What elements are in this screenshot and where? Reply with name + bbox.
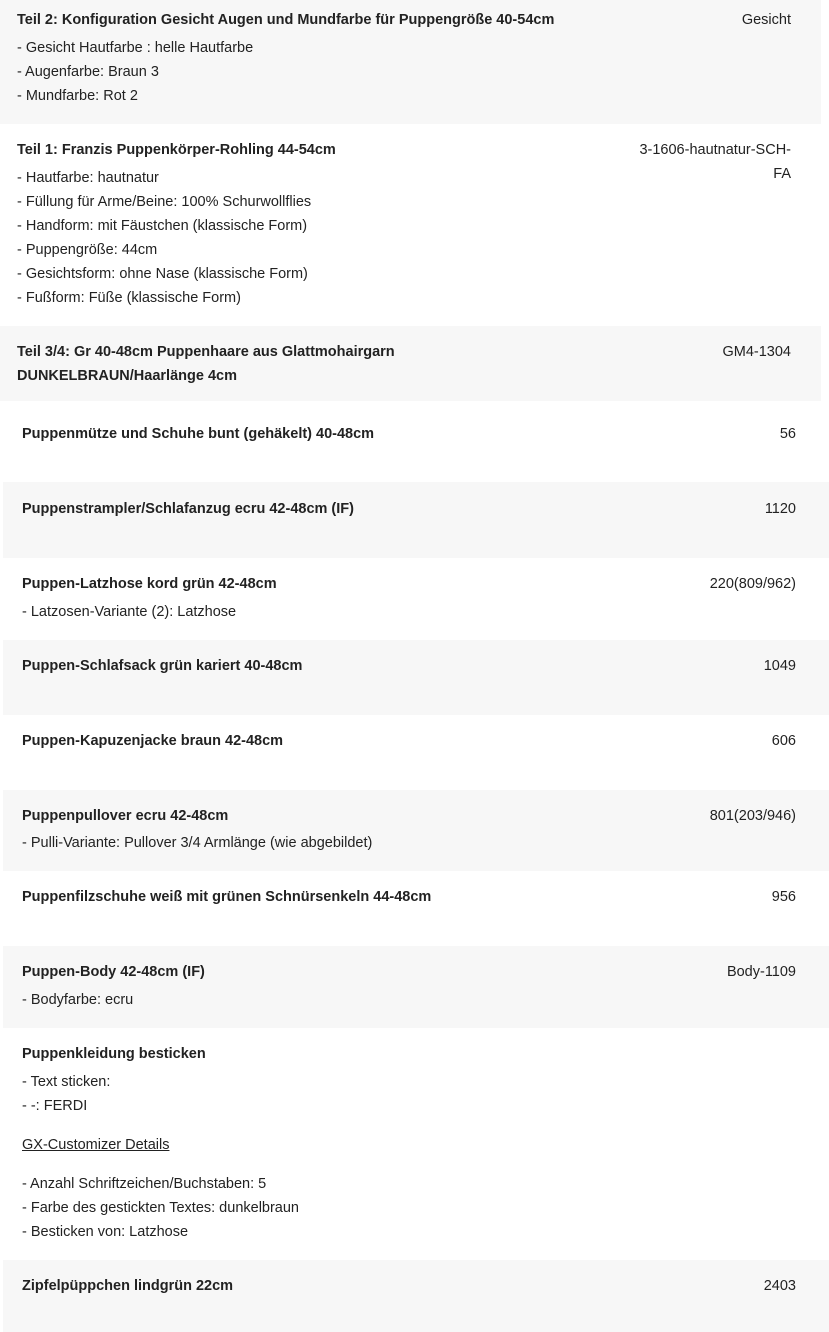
item-name: Puppenmütze und Schuhe bunt (gehäkelt) 40-48cm (22, 426, 375, 442)
item-sku: 3-1606-hautnatur-SCH- (639, 142, 791, 158)
item-detail: - Hautfarbe: hautnatur (17, 170, 159, 186)
item-sku: 606 (771, 733, 796, 749)
order-item (3, 401, 829, 482)
order-item (3, 482, 829, 558)
order-item (0, 0, 821, 124)
item-sku: 220(809/962) (709, 576, 796, 592)
item-sku: 1049 (763, 658, 796, 674)
item-detail: - Gesicht Hautfarbe : helle Hautfarbe (17, 40, 254, 56)
order-item (3, 558, 829, 640)
item-detail: - Farbe des gestickten Textes: dunkelbraun (22, 1200, 300, 1216)
order-item (0, 326, 821, 401)
item-name-cont: DUNKELBRAUN/Haarlänge 4cm (17, 368, 237, 384)
item-detail: - -: FERDI (22, 1098, 88, 1114)
item-name: Puppen-Body 42-48cm (IF) (22, 964, 205, 980)
order-item (3, 1028, 829, 1260)
item-detail: - Füllung für Arme/Beine: 100% Schurwollflies (17, 194, 312, 210)
item-detail: - Latzosen-Variante (2): Latzhose (22, 604, 237, 620)
item-detail: - Fußform: Füße (klassische Form) (17, 290, 241, 306)
item-name: Teil 1: Franzis Puppenkörper-Rohling 44-54cm (17, 142, 336, 158)
gx-customizer-details-link[interactable]: GX-Customizer Details (22, 1137, 170, 1153)
item-detail: - Augenfarbe: Braun 3 (17, 64, 159, 80)
item-name: Zipfelpüppchen lindgrün 22cm (22, 1278, 234, 1294)
item-detail: - Text sticken: (22, 1074, 111, 1090)
item-name: Puppen-Kapuzenjacke braun 42-48cm (22, 733, 284, 749)
order-item (3, 946, 829, 1028)
item-detail: - Bodyfarbe: ecru (22, 992, 134, 1008)
item-name: Puppenpullover ecru 42-48cm (22, 808, 229, 824)
item-sku: Gesicht (741, 12, 791, 28)
item-sku: 801(203/946) (709, 808, 796, 824)
item-detail: - Gesichtsform: ohne Nase (klassische Form) (17, 266, 308, 282)
item-name: Puppen-Latzhose kord grün 42-48cm (22, 576, 277, 592)
order-item (3, 715, 829, 790)
item-name: Puppen-Schlafsack grün kariert 40-48cm (22, 658, 303, 674)
item-sku-cont: FA (773, 166, 791, 182)
order-item (3, 790, 829, 871)
item-detail: - Besticken von: Latzhose (22, 1224, 189, 1240)
item-sku: GM4-1304 (722, 344, 791, 360)
item-detail: - Mundfarbe: Rot 2 (17, 88, 138, 104)
item-name: Teil 3/4: Gr 40-48cm Puppenhaare aus Glattmohairgarn (17, 344, 395, 360)
item-sku: Body-1109 (726, 964, 796, 980)
item-name: Teil 2: Konfiguration Gesicht Augen und Mundfarbe für Puppengröße 40-54cm (17, 12, 555, 28)
item-detail: - Puppengröße: 44cm (17, 242, 158, 258)
item-sku: 956 (771, 889, 796, 905)
item-sku: 56 (779, 426, 796, 442)
item-detail: - Anzahl Schriftzeichen/Buchstaben: 5 (22, 1176, 267, 1192)
item-detail: - Handform: mit Fäustchen (klassische Form) (17, 218, 308, 234)
order-item (3, 871, 829, 946)
item-name: Puppenfilzschuhe weiß mit grünen Schnürsenkeln 44-48cm (22, 889, 432, 905)
order-item (3, 640, 829, 715)
order-item (3, 1260, 829, 1332)
item-sku: 1120 (764, 501, 796, 517)
item-name: Puppenkleidung besticken (22, 1046, 206, 1062)
order-item (0, 124, 821, 326)
item-name: Puppenstrampler/Schlafanzug ecru 42-48cm (IF) (22, 501, 354, 517)
item-detail: - Pulli-Variante: Pullover 3/4 Armlänge (wie abgebildet) (22, 835, 373, 851)
item-sku: 2403 (763, 1278, 796, 1294)
